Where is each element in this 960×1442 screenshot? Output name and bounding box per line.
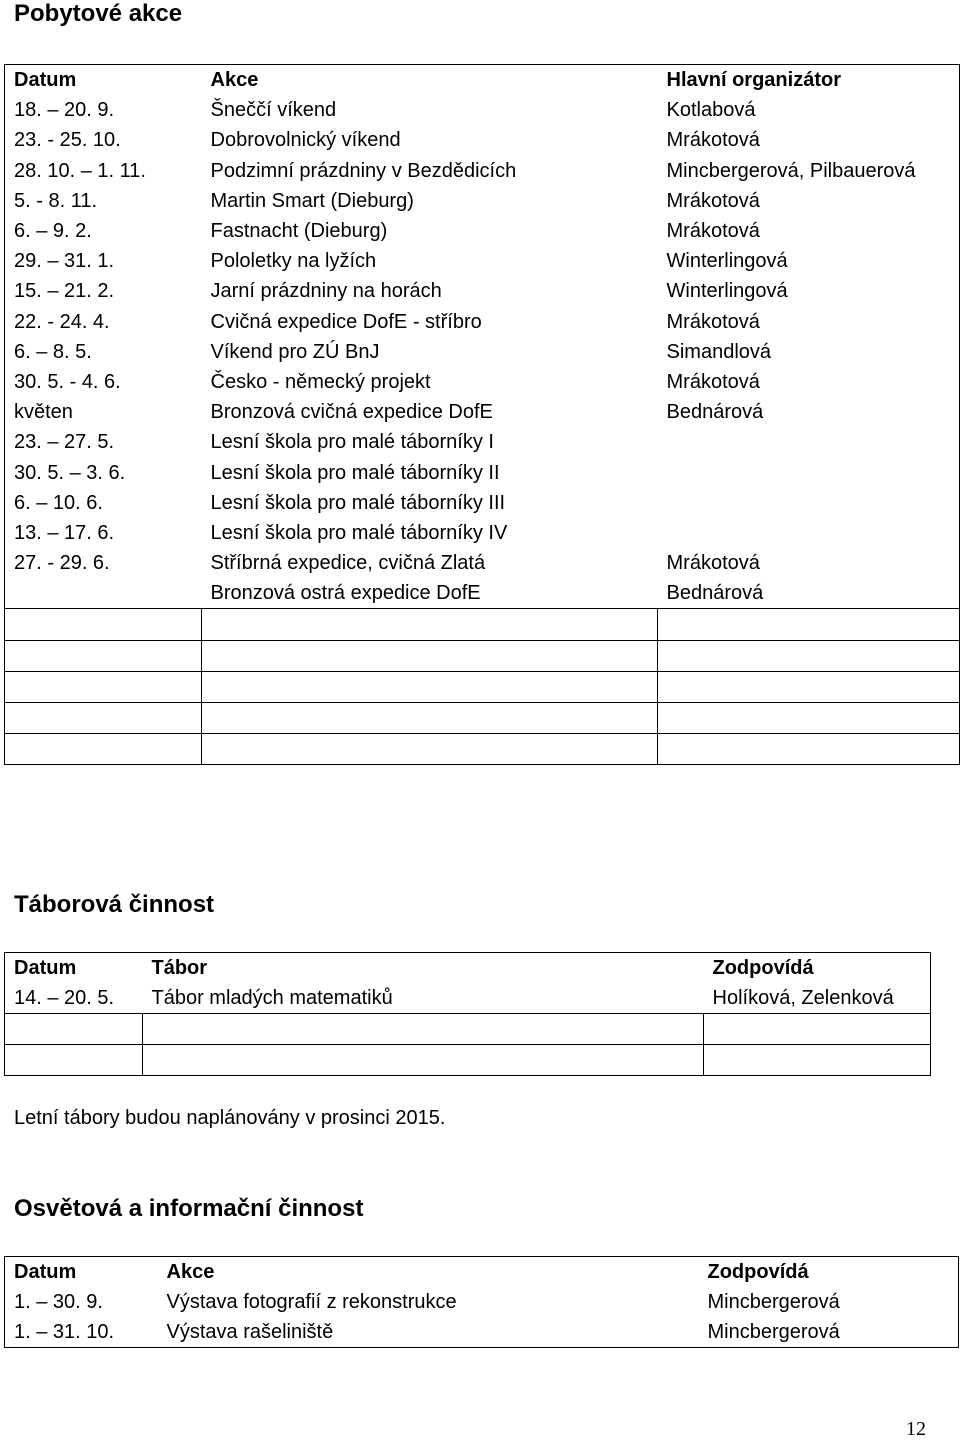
table-row bbox=[5, 457, 960, 487]
empty-table-row bbox=[5, 1014, 931, 1045]
section-title-taborova-cinnost: Táborová činnost bbox=[14, 891, 215, 918]
cell-event: Výstava rašeliniště bbox=[166, 1321, 334, 1343]
cell-event: Lesní škola pro malé táborníky III bbox=[210, 491, 506, 514]
table-row bbox=[5, 276, 960, 306]
cell-event: Cvičná expedice DofE - stříbro bbox=[210, 310, 482, 333]
cell-date: 5. - 8. 11. bbox=[14, 189, 98, 212]
table-row bbox=[5, 186, 960, 216]
empty-table-row bbox=[5, 734, 960, 765]
table-row bbox=[5, 397, 960, 427]
cell-camp: Tábor mladých matematiků bbox=[143, 983, 704, 1014]
cell-date: 1. – 30. 9. bbox=[14, 1291, 103, 1313]
table-row bbox=[5, 1317, 959, 1348]
summer-camps-note: Letní tábory budou naplánovány v prosinci 2015. bbox=[14, 1107, 446, 1129]
cell-date: 30. 5. - 4. 6. bbox=[14, 370, 121, 393]
table-row bbox=[5, 156, 960, 186]
table-row bbox=[5, 337, 960, 367]
cell-event: Dobrovolnický víkend bbox=[210, 129, 401, 152]
cell-organizer: Mrákotová bbox=[666, 310, 760, 333]
table-row bbox=[5, 246, 960, 276]
empty-table-row bbox=[5, 640, 960, 671]
cell-event: Lesní škola pro malé táborníky IV bbox=[210, 521, 508, 544]
cell-organizer: Simandlová bbox=[666, 340, 772, 363]
table-row bbox=[5, 95, 960, 125]
cell-date: 14. – 20. 5. bbox=[5, 983, 143, 1014]
empty-cell bbox=[5, 640, 202, 671]
cell-organizer: Bednárová bbox=[666, 401, 764, 424]
empty-cell bbox=[658, 734, 960, 765]
cell-responsible: Mincbergerová bbox=[707, 1321, 840, 1343]
table-row bbox=[5, 427, 960, 457]
cell-organizer: Mrákotová bbox=[666, 189, 760, 212]
empty-cell bbox=[202, 702, 658, 733]
empty-table-row bbox=[5, 609, 960, 640]
cell-organizer bbox=[658, 518, 960, 548]
cell-event: Jarní prázdniny na horách bbox=[210, 280, 442, 303]
table-taborova-cinnost bbox=[4, 952, 931, 1076]
cell-event: Lesní škola pro malé táborníky I bbox=[210, 431, 494, 454]
table-header-row bbox=[5, 1257, 959, 1288]
cell-date: 15. – 21. 2. bbox=[14, 280, 115, 303]
empty-cell bbox=[658, 702, 960, 733]
empty-cell bbox=[5, 702, 202, 733]
empty-cell bbox=[202, 734, 658, 765]
cell-event: Výstava fotografií z rekonstrukce bbox=[166, 1291, 457, 1313]
cell-organizer: Bednárová bbox=[658, 578, 960, 609]
cell-event: Lesní škola pro malé táborníky II bbox=[210, 461, 500, 484]
empty-cell bbox=[202, 640, 658, 671]
cell-event: Podzimní prázdniny v Bezdědicích bbox=[210, 159, 517, 182]
cell-date: 23. - 25. 10. bbox=[14, 129, 121, 152]
empty-cell bbox=[202, 609, 658, 640]
table-row bbox=[5, 307, 960, 337]
cell-date: 29. – 31. 1. bbox=[14, 250, 115, 273]
empty-cell bbox=[704, 1045, 931, 1076]
cell-date: 28. 10. – 1. 11. bbox=[14, 159, 146, 182]
table-row bbox=[5, 1287, 959, 1317]
cell-organizer bbox=[658, 427, 960, 457]
cell-event: Stříbrná expedice, cvičná Zlatá bbox=[210, 552, 486, 575]
cell-date: květen bbox=[14, 401, 73, 424]
cell-event: Česko - německý projekt bbox=[210, 370, 431, 393]
table-row bbox=[5, 367, 960, 397]
table-header-row bbox=[5, 65, 960, 96]
empty-cell bbox=[704, 1014, 931, 1045]
empty-table-row bbox=[5, 1045, 931, 1076]
empty-cell bbox=[658, 671, 960, 702]
cell-organizer: Mincbergerová, Pilbauerová bbox=[666, 159, 916, 182]
empty-cell bbox=[5, 671, 202, 702]
table-pobytove-akce bbox=[4, 64, 960, 765]
empty-cell bbox=[658, 609, 960, 640]
header-akce: Akce bbox=[166, 1261, 215, 1283]
empty-table-row bbox=[5, 671, 960, 702]
empty-cell bbox=[658, 640, 960, 671]
cell-event: Bronzová ostrá expedice DofE bbox=[202, 578, 658, 609]
empty-cell bbox=[5, 1014, 143, 1045]
cell-event: Víkend pro ZÚ BnJ bbox=[210, 340, 380, 363]
cell-date: 30. 5. – 3. 6. bbox=[14, 461, 126, 484]
header-hlavni-organizator: Hlavní organizátor bbox=[666, 69, 841, 92]
empty-cell bbox=[143, 1014, 704, 1045]
cell-organizer: Mrákotová bbox=[666, 220, 760, 243]
empty-table-row bbox=[5, 702, 960, 733]
table-header-row bbox=[5, 953, 931, 984]
cell-date: 23. – 27. 5. bbox=[14, 431, 115, 454]
table-row bbox=[5, 578, 960, 609]
empty-cell bbox=[5, 734, 202, 765]
header-datum: Datum bbox=[14, 69, 77, 92]
table-row bbox=[5, 983, 931, 1014]
cell-date: 18. – 20. 9. bbox=[14, 99, 115, 122]
empty-cell bbox=[202, 671, 658, 702]
cell-organizer: Winterlingová bbox=[666, 280, 788, 303]
table-osvetova-cinnost bbox=[4, 1256, 959, 1348]
header-tabor: Tábor bbox=[143, 953, 704, 984]
cell-organizer: Mrákotová bbox=[666, 552, 760, 575]
table-row bbox=[5, 125, 960, 155]
cell-responsible: Holíková, Zelenková bbox=[704, 983, 931, 1014]
table-row bbox=[5, 548, 960, 578]
cell-organizer: Mrákotová bbox=[666, 129, 760, 152]
cell-date: 22. - 24. 4. bbox=[14, 310, 110, 333]
cell-organizer: Kotlabová bbox=[666, 99, 756, 122]
cell-date: 27. - 29. 6. bbox=[14, 552, 110, 575]
cell-organizer bbox=[658, 488, 960, 518]
cell-event: Fastnacht (Dieburg) bbox=[210, 220, 388, 243]
cell-organizer: Winterlingová bbox=[666, 250, 788, 273]
cell-event: Pololetky na lyžích bbox=[210, 250, 377, 273]
cell-organizer bbox=[658, 457, 960, 487]
header-datum: Datum bbox=[5, 953, 143, 984]
empty-cell bbox=[5, 609, 202, 640]
table-row bbox=[5, 216, 960, 246]
header-zodpovida: Zodpovídá bbox=[707, 1261, 809, 1283]
empty-cell bbox=[5, 1045, 143, 1076]
cell-date bbox=[5, 578, 202, 609]
header-akce: Akce bbox=[210, 69, 259, 92]
cell-date: 6. – 10. 6. bbox=[14, 491, 103, 514]
empty-cell bbox=[143, 1045, 704, 1076]
header-datum: Datum bbox=[14, 1261, 77, 1283]
cell-date: 1. – 31. 10. bbox=[14, 1321, 115, 1343]
cell-organizer: Mrákotová bbox=[666, 370, 760, 393]
header-zodpovida: Zodpovídá bbox=[704, 953, 931, 984]
cell-event: Bronzová cvičná expedice DofE bbox=[210, 401, 493, 424]
cell-event: Martin Smart (Dieburg) bbox=[210, 189, 414, 212]
cell-responsible: Mincbergerová bbox=[707, 1291, 840, 1313]
table-row bbox=[5, 488, 960, 518]
table-row bbox=[5, 518, 960, 548]
section-title-osvetova-cinnost: Osvětová a informační činnost bbox=[14, 1195, 364, 1222]
cell-event: Šneččí víkend bbox=[210, 99, 337, 122]
section-title-pobytove-akce: Pobytové akce bbox=[14, 0, 183, 27]
cell-date: 13. – 17. 6. bbox=[14, 521, 115, 544]
page-number: 12 bbox=[906, 1418, 926, 1440]
cell-date: 6. – 8. 5. bbox=[14, 340, 92, 363]
cell-date: 6. – 9. 2. bbox=[14, 220, 92, 243]
